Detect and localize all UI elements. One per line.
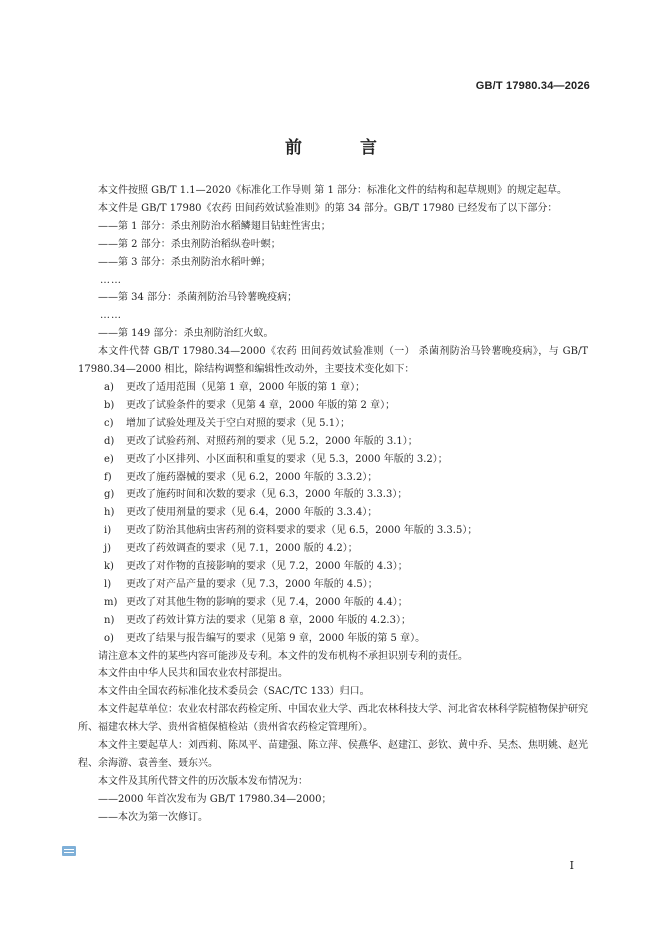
change-label: d) xyxy=(104,435,115,447)
change-item xyxy=(78,451,588,469)
change-text: 更改了药效调查的要求（见 7.1，2000 版的 4.2）； xyxy=(126,543,358,555)
change-label: h) xyxy=(104,507,115,519)
change-label: m) xyxy=(104,596,118,608)
paragraph-drafting-rule: 本文件按照 GB/T 1.1—2020《标准化工作导则 第 1 部分：标准化文件的结构和起草规则》的规定起草。 xyxy=(98,185,567,196)
change-label: j) xyxy=(104,543,112,555)
change-text: 更改了小区排列、小区面积和重复的要求（见 5.3，2000 年版的 3.2）； xyxy=(126,453,448,465)
change-item xyxy=(78,612,588,630)
change-label: n) xyxy=(104,614,115,626)
change-item xyxy=(78,379,588,397)
change-item xyxy=(78,397,588,415)
change-label: i) xyxy=(104,525,112,537)
change-label: g) xyxy=(104,489,115,501)
part-list-item: ——第 2 部分：杀虫剂防治稻纵卷叶螟； xyxy=(98,238,281,250)
change-item xyxy=(78,469,588,487)
change-item xyxy=(78,594,588,612)
change-label: k) xyxy=(104,561,114,573)
change-text: 更改了药效计算方法的要求（见第 8 章，2000 年版的 4.2.3）； xyxy=(126,614,411,626)
change-text: 更改了施药时间和次数的要求（见 6.3，2000 年版的 3.3.3）； xyxy=(126,489,408,501)
change-label: b) xyxy=(104,399,115,411)
change-item xyxy=(78,630,588,648)
change-text: 更改了对作物的直接影响的要求（见 7.2，2000 年版的 4.3）； xyxy=(126,561,408,573)
paragraph-series-intro: 本文件是 GB/T 17980《农药 田间药效试验准则》的第 34 部分。GB/T 17980 已经发布了以下部分： xyxy=(98,202,558,214)
change-label: o) xyxy=(104,632,114,644)
change-text: 更改了试验药剂、对照药剂的要求（见 5.2，2000 年版的 3.1）； xyxy=(126,435,418,447)
ellipsis: …… xyxy=(100,310,122,322)
paragraph-patent-notice: 请注意本文件的某些内容可能涉及专利。本文件的发布机构不承担识别专利的责任。 xyxy=(98,650,468,662)
history-item: ——2000 年首次发布为 GB/T 17980.34—2000； xyxy=(98,793,332,805)
paragraph-drafting-units: 本文件起草单位：农业农村部农药检定所、中国农业大学、西北农林科技大学、河北省农林科学院植物保护研究所、福建农林大学、贵州省植保植检站（贵州省农药检定管理所）。 xyxy=(78,704,588,734)
change-text: 更改了对产品产量的要求（见 7.3，2000 年版的 4.5）； xyxy=(126,578,378,590)
page-number: I xyxy=(569,859,574,872)
change-item xyxy=(78,522,588,540)
change-text: 更改了适用范围（见第 1 章，2000 年版的第 1 章）； xyxy=(126,381,366,393)
ellipsis: …… xyxy=(100,274,122,286)
change-label: c) xyxy=(104,417,114,429)
change-item xyxy=(78,415,588,433)
change-text: 更改了试验条件的要求（见第 4 章，2000 年版的第 2 章）； xyxy=(126,399,396,411)
history-item: ——本次为第一次修订。 xyxy=(98,811,208,823)
change-item xyxy=(78,486,588,504)
foreword-body xyxy=(78,182,588,827)
paragraph-committee: 本文件由全国农药标准化技术委员会（SAC/TC 133）归口。 xyxy=(98,686,370,698)
change-text: 更改了施药器械的要求（见 6.2，2000 年版的 3.3.2）； xyxy=(126,471,378,483)
standard-number: GB/T 17980.34—2026 xyxy=(475,80,590,92)
change-text: 更改了使用剂量的要求（见 6.4，2000 年版的 3.3.4）； xyxy=(126,507,378,519)
paragraph-proposer: 本文件由中华人民共和国农业农村部提出。 xyxy=(98,668,288,680)
change-label: a) xyxy=(104,381,114,393)
change-text: 更改了对其他生物的影响的要求（见 7.4，2000 年版的 4.4）； xyxy=(126,596,408,608)
change-text: 更改了结果与报告编写的要求（见第 9 章，2000 年版的第 5 章）。 xyxy=(126,632,426,644)
change-item xyxy=(78,433,588,451)
change-label: l) xyxy=(104,578,112,590)
change-label: f) xyxy=(104,471,112,483)
paragraph-replacement: 本文件代替 GB/T 17980.34—2000《农药 田间药效试验准则（一） 杀菌剂防治马铃薯晚疫病》，与 GB/T 17980.34—2000 相比，除结构调整和编辑性改动外，主要技术变化如下： xyxy=(78,346,588,376)
change-text: 更改了防治其他病虫害药剂的资料要求的要求（见 6.5，2000 年版的 3.3.5）； xyxy=(126,525,478,537)
part-list-item: ——第 149 部分：杀虫剂防治红火蚁。 xyxy=(98,328,274,340)
part-list-item: ——第 34 部分：杀菌剂防治马铃薯晚疫病； xyxy=(98,292,298,304)
page-title: 前 言 xyxy=(285,138,403,158)
change-label: e) xyxy=(104,453,114,465)
change-item xyxy=(78,576,588,594)
paragraph-history: 本文件及其所代替文件的历次版本发布情况为： xyxy=(98,775,308,787)
part-list-item: ——第 3 部分：杀虫剂防治水稻叶蝉； xyxy=(98,256,271,268)
change-item xyxy=(78,504,588,522)
part-list-item: ——第 1 部分：杀虫剂防治水稻鳞翅目钻蛀性害虫； xyxy=(98,220,331,232)
change-item xyxy=(78,540,588,558)
changes-list xyxy=(78,379,588,648)
change-item xyxy=(78,558,588,576)
paragraph-drafters: 本文件主要起草人：刘西莉、陈凤平、苗建强、陈立萍、侯燕华、赵建江、彭钦、黄中乔、吴杰、焦明姚、赵光程、余海游、袁善奎、聂东兴。 xyxy=(78,740,588,769)
change-text: 增加了试验处理及关于空白对照的要求（见 5.1）； xyxy=(126,417,351,429)
stamp-icon xyxy=(62,846,76,856)
